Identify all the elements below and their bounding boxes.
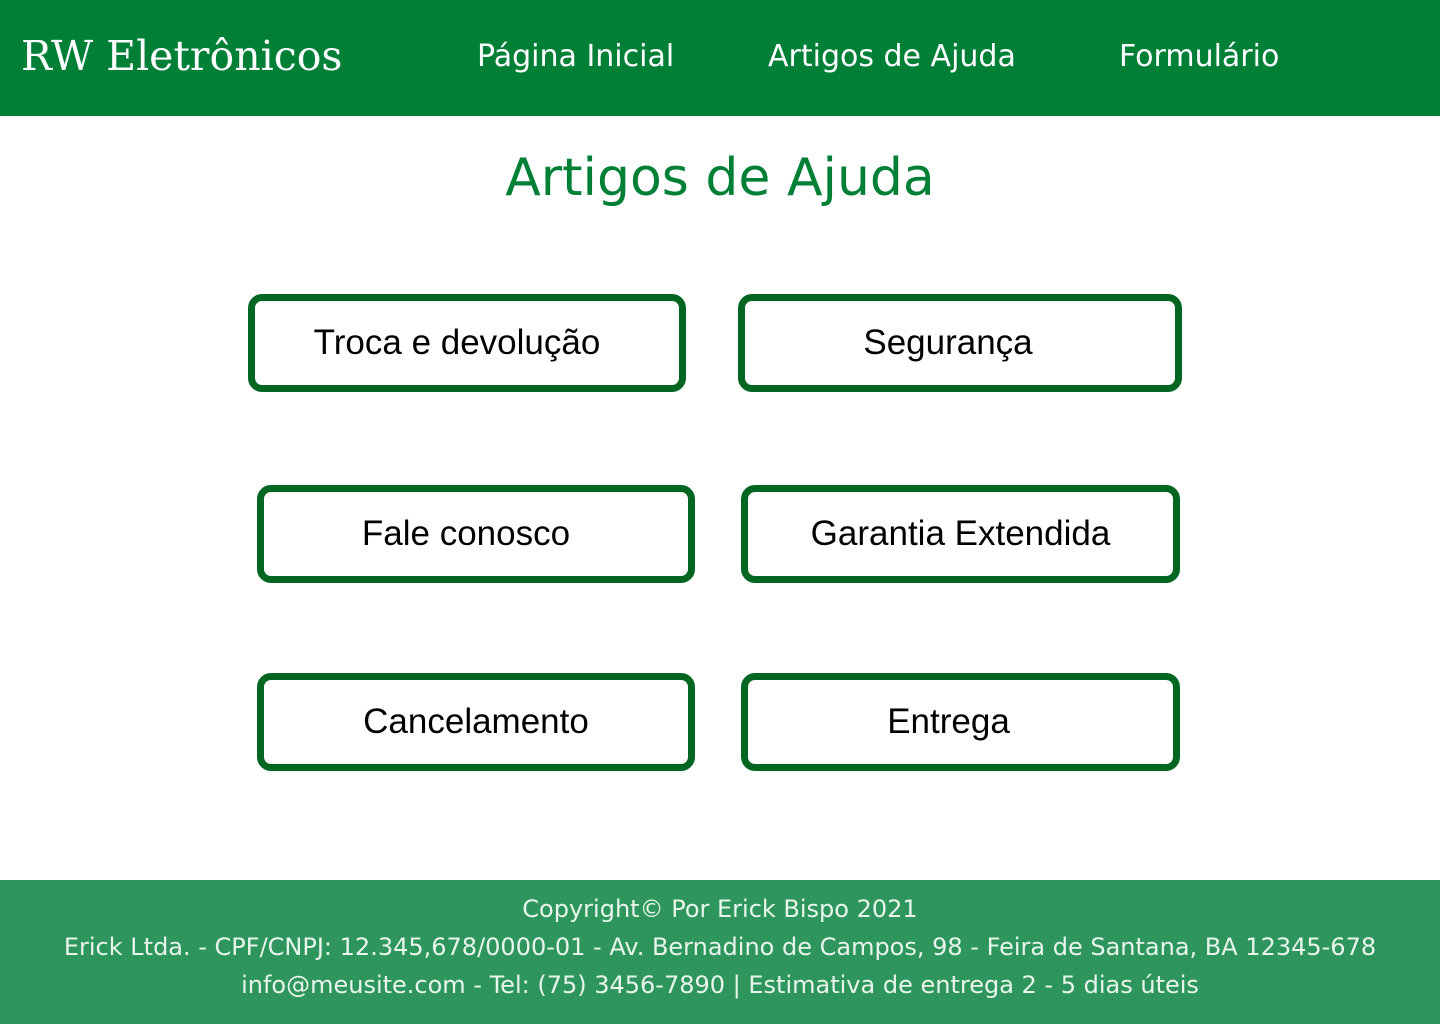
article-button-fale-conosco[interactable]	[257, 485, 695, 583]
article-button-garantia-extendida[interactable]	[741, 485, 1180, 583]
nav-link-help-articles[interactable]: Artigos de Ajuda	[768, 39, 1016, 74]
article-button-cancelamento[interactable]	[257, 673, 695, 771]
nav-link-form[interactable]: Formulário	[1119, 39, 1280, 74]
article-button-troca-devolucao[interactable]	[248, 294, 686, 392]
footer-contact-info: info@meusite.com - Tel: (75) 3456-7890 | Estimativa de entrega 2 - 5 dias úteis	[241, 971, 1199, 999]
footer-company-info: Erick Ltda. - CPF/CNPJ: 12.345,678/0000-01 - Av. Bernadino de Campos, 98 - Feira de Santana, BA 12345-678	[63, 933, 1377, 961]
article-button-label: Troca e devolução	[313, 323, 601, 362]
article-button-seguranca[interactable]	[738, 294, 1182, 392]
page-title: Artigos de Ajuda	[505, 148, 935, 208]
brand-logo[interactable]: RW Eletrônicos	[21, 32, 343, 80]
article-button-entrega[interactable]	[741, 673, 1180, 771]
article-button-label: Fale conosco	[361, 514, 571, 553]
article-button-label: Garantia Extendida	[810, 514, 1111, 553]
article-button-label: Segurança	[863, 323, 1033, 362]
nav-link-home[interactable]: Página Inicial	[477, 39, 675, 74]
site-footer	[0, 880, 1440, 1024]
article-button-label: Entrega	[887, 702, 1010, 741]
article-button-label: Cancelamento	[363, 702, 589, 741]
footer-copyright: Copyright© Por Erick Bispo 2021	[522, 895, 918, 923]
site-header	[0, 0, 1440, 116]
